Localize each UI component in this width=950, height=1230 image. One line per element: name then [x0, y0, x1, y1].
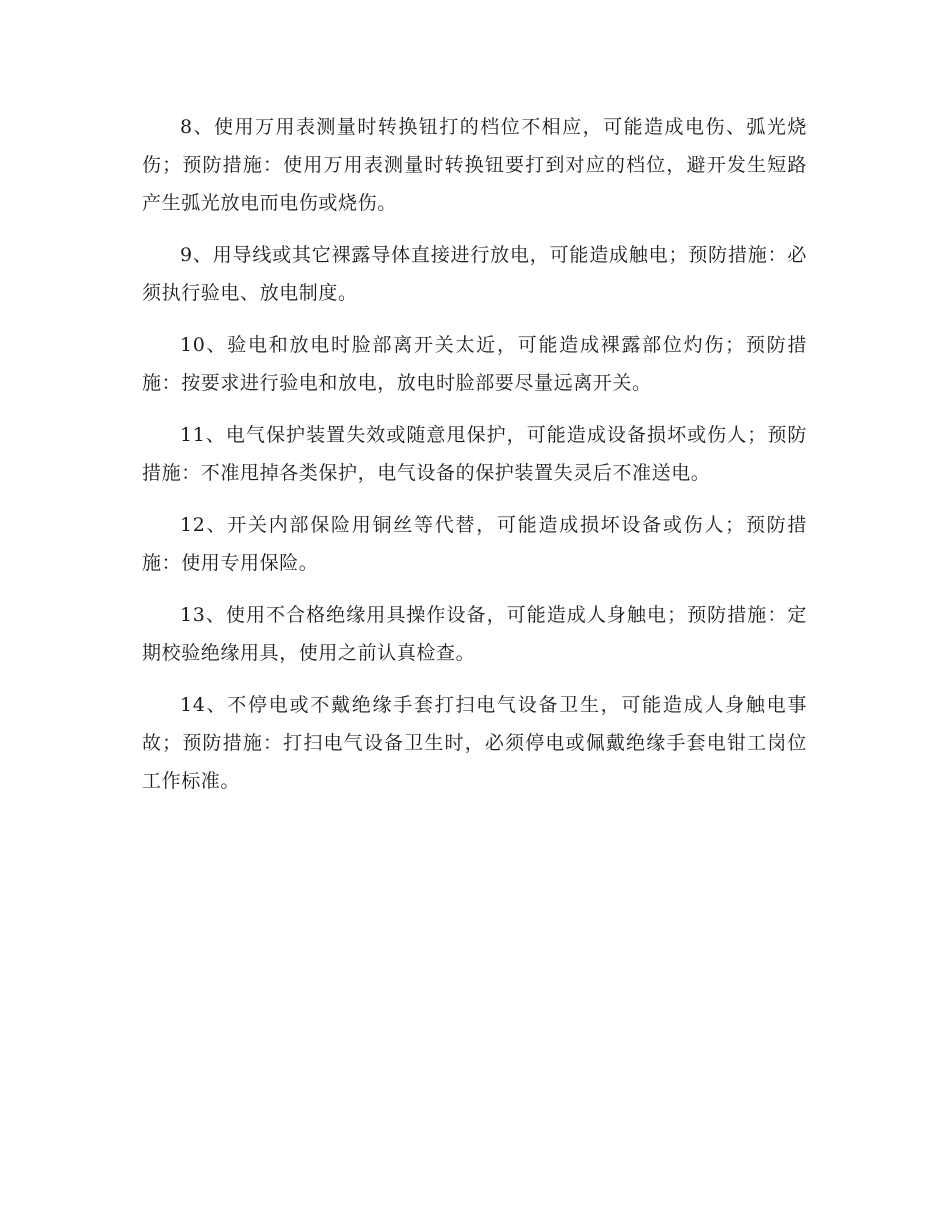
paragraph-item-8: 8、使用万用表测量时转换钮打的档位不相应，可能造成电伤、弧光烧伤；预防措施：使用万用表测量时转换钮要打到对应的档位，避开发生短路产生弧光放电而电伤或烧伤。 — [142, 116, 807, 214]
paragraph-item-9: 9、用导线或其它裸露导体直接进行放电，可能造成触电；预防措施：必须执行验电、放电制度。 — [142, 244, 807, 304]
paragraph-item-14: 14、不停电或不戴绝缘手套打扫电气设备卫生，可能造成人身触电事故；预防措施：打扫电气设备卫生时，必须停电或佩戴绝缘手套电钳工岗位工作标准。 — [142, 694, 807, 792]
document-body — [142, 108, 807, 814]
paragraph-item-13: 13、使用不合格绝缘用具操作设备，可能造成人身触电；预防措施：定期校验绝缘用具，使用之前认真检查。 — [142, 604, 807, 664]
paragraph-item-11: 11、电气保护装置失效或随意甩保护，可能造成设备损坏或伤人；预防措施：不准甩掉各类保护，电气设备的保护装置失灵后不准送电。 — [142, 424, 807, 484]
paragraph-item-10: 10、验电和放电时脸部离开关太近，可能造成裸露部位灼伤；预防措施：按要求进行验电和放电，放电时脸部要尽量远离开关。 — [142, 334, 807, 394]
paragraph-item-12: 12、开关内部保险用铜丝等代替，可能造成损坏设备或伤人；预防措施：使用专用保险。 — [142, 514, 807, 574]
